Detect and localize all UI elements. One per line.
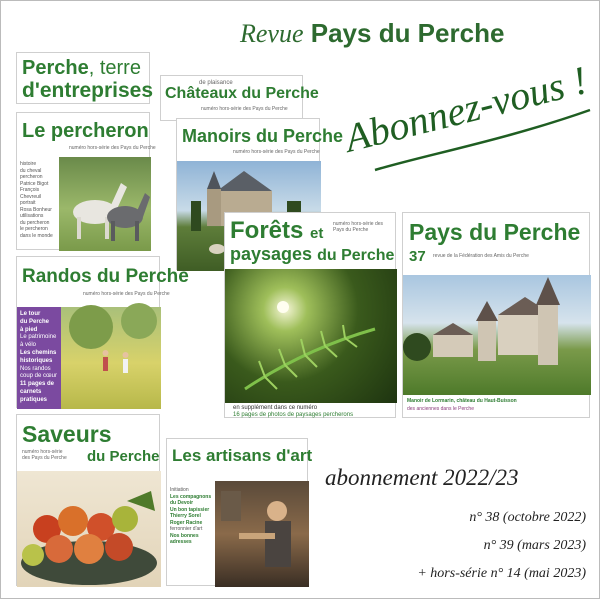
cover-forets-title-c: paysages <box>230 244 313 264</box>
abonnez-vous-banner[interactable] <box>335 57 595 180</box>
page-title <box>240 18 504 49</box>
cover-saveurs[interactable] <box>16 414 160 586</box>
artisan-illustration <box>215 481 309 587</box>
cover-manoirs-sub: numéro hors-série des Pays du Perche <box>233 149 320 155</box>
cover-37-footer-a: Manoir de Lormarin, <box>407 398 457 404</box>
cover-forets-title-b: et <box>310 225 324 242</box>
title-pays-du-perche: Pays du Perche <box>310 18 505 48</box>
cover-entreprises[interactable] <box>16 52 154 104</box>
cover-percheron-sidebar: histoire du cheval percheron Patrice Bigot François Chevreuil portrait Rosa Bonheur utilisations du percheron le percheron dans le monde <box>20 161 53 239</box>
issue-38: n° 38 (octobre 2022) <box>469 510 586 525</box>
cover-artisans-sidebar: Initiation Les compagnons du Devoir Un bon tapissier Thierry Sorel Roger Racine ferronnier d'art Nos bonnes adresses <box>170 487 212 545</box>
cover-artisans[interactable] <box>166 438 313 586</box>
cover-saveurs-sub: numéro hors-série des Pays du Perche <box>22 449 67 461</box>
title-revue: Revue <box>240 19 304 48</box>
cover-37-footer-b: château du Haut-Buisson <box>456 398 517 404</box>
cover-saveurs-title-a: Saveurs <box>22 421 112 447</box>
cover-percheron-photo <box>59 157 151 251</box>
cover-artisans-photo <box>215 481 309 587</box>
cover-saveurs-title-b: du Perche <box>87 448 160 465</box>
cover-chateaux-small: de plaisance <box>199 80 233 86</box>
cover-randos-title: Randos du Perche <box>22 266 189 287</box>
cover-entreprises-title-a: Perche <box>22 57 89 79</box>
cover-chateaux[interactable] <box>160 75 319 121</box>
cover-randos[interactable] <box>16 256 189 408</box>
cover-forets[interactable] <box>224 212 396 418</box>
walkers-illustration <box>61 307 161 409</box>
cover-randos-sidebar: Le tour du Perche à pied Le patrimoine à vélo Les chemins historiques Nos randos coup de cœur 11 pages de carnets pratiques <box>17 307 61 409</box>
cover-37-title: Pays du Perche <box>409 219 581 245</box>
cover-chateaux-title: Châteaux du Perche <box>165 85 319 102</box>
apples-illustration <box>17 471 161 587</box>
cover-forets-footer-a: en supplément dans ce numéro <box>233 405 318 411</box>
cover-pays-du-perche-37[interactable] <box>402 212 590 418</box>
cover-entreprises-title-c: d'entreprises <box>22 79 154 102</box>
cover-forets-footer-b: 16 pages de photos de paysages percherons <box>233 412 354 418</box>
cover-forets-sub: numéro hors-série des Pays du Perche <box>333 221 384 233</box>
cover-37-footer-c: des anciennes dans le Perche <box>407 406 474 412</box>
cover-entreprises-title-b: , terre <box>88 57 141 79</box>
cover-manoirs-title: Manoirs du Perche <box>182 126 344 146</box>
cover-randos-photo <box>61 307 161 409</box>
cover-37-number: 37 <box>409 248 426 265</box>
chateau-illustration <box>403 275 591 395</box>
issue-hors-serie-14: + hors-série n° 14 (mai 2023) <box>417 566 586 581</box>
horses-illustration <box>59 157 151 251</box>
cover-artisans-title: Les artisans d'art <box>172 446 313 465</box>
cover-forets-title-a: Forêts <box>230 217 304 244</box>
abonnez-vous-headline: Abonnez-vous ! <box>340 57 592 161</box>
cover-percheron-sub: numéro hors-série des Pays du Perche <box>69 145 156 151</box>
cover-percheron-title: Le percheron <box>22 120 149 142</box>
subscription-label: abonnement 2022/23 <box>325 465 519 490</box>
cover-37-photo <box>403 275 591 395</box>
cover-chateaux-sub: numéro hors-série des Pays du Perche <box>201 106 288 112</box>
cover-forets-photo <box>225 269 397 403</box>
cover-percheron[interactable] <box>16 112 156 250</box>
cover-saveurs-photo <box>17 471 161 587</box>
issue-39: n° 39 (mars 2023) <box>483 538 586 553</box>
cover-37-sub: revue de la Fédération des Amis du Perche <box>433 253 529 259</box>
cover-randos-sub: numéro hors-série des Pays du Perche <box>83 291 170 297</box>
fern-illustration <box>225 269 397 403</box>
cover-forets-title-d: du Perche <box>317 247 395 264</box>
